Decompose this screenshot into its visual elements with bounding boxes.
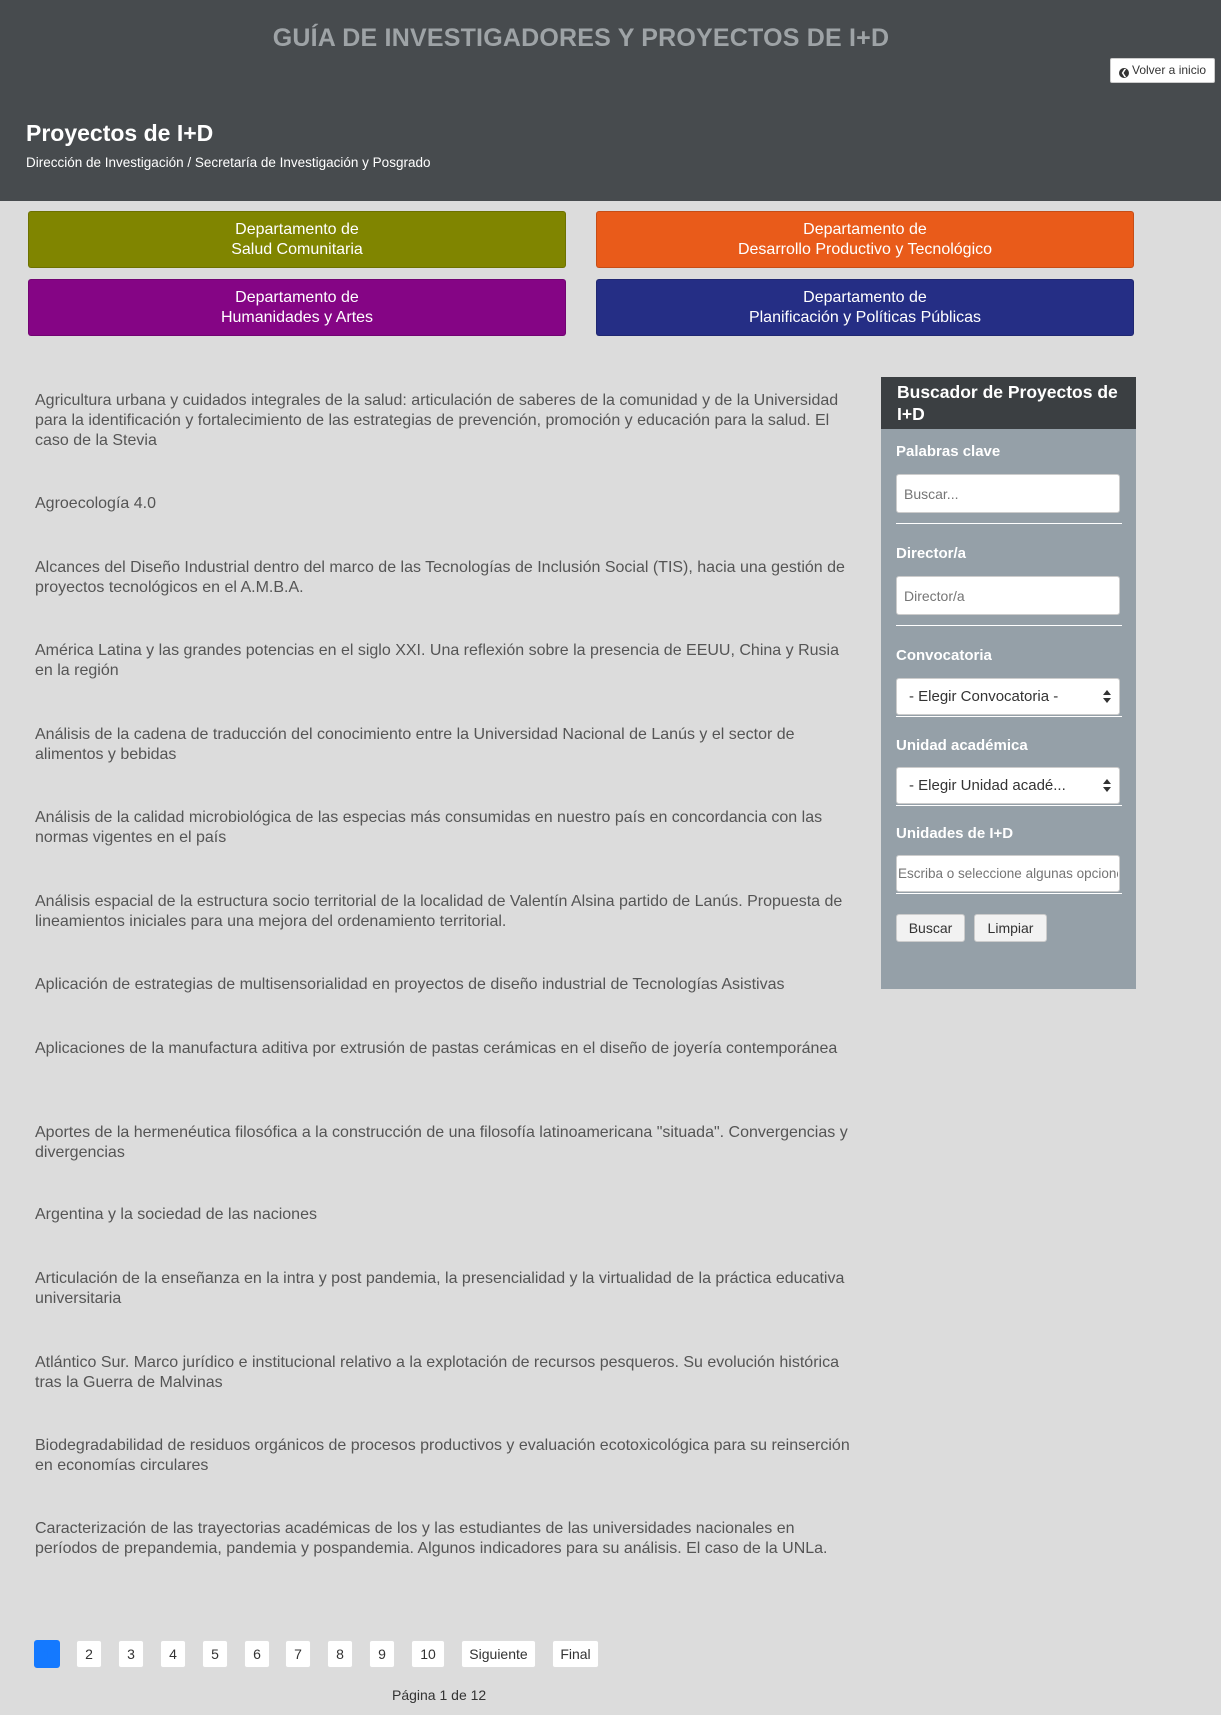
search-button[interactable]: Buscar xyxy=(896,914,965,942)
department-line2: Desarrollo Productivo y Tecnológico xyxy=(737,240,993,258)
page-button-8[interactable]: 8 xyxy=(327,1640,353,1668)
project-link[interactable]: Argentina y la sociedad de las naciones xyxy=(35,1206,317,1223)
site-title: GUÍA DE INVESTIGADORES Y PROYECTOS DE I+D xyxy=(272,24,890,52)
back-to-home-button[interactable] xyxy=(1110,58,1215,83)
divider xyxy=(896,805,1122,806)
select-arrows-icon xyxy=(1103,689,1111,705)
page-title: Proyectos de I+D xyxy=(26,120,214,146)
arrow-left-circle-icon: ❮ xyxy=(1120,68,1128,77)
project-link[interactable]: Análisis espacial de la estructura socio territorial de la localidad de Valentín Alsina partido de Lanús. Propuesta de lineamientos iniciales para una mejora del ordenamiento territorial. xyxy=(35,893,843,930)
page-button-2[interactable]: 2 xyxy=(76,1640,102,1668)
call-select-value: - Elegir Convocatoria - xyxy=(909,688,1059,705)
department-button-planificacion-politicas[interactable] xyxy=(596,279,1134,336)
call-select[interactable] xyxy=(896,678,1120,715)
page-button-9[interactable]: 9 xyxy=(369,1640,395,1668)
project-link[interactable]: Agricultura urbana y cuidados integrales de la salud: articulación de saberes de la comunidad y de la Universidad para la identificación y fortalecimiento de las estrategias de prevención, promoción y educación para la salud. El caso de la Stevia xyxy=(35,392,839,449)
department-button-desarrollo-productivo[interactable] xyxy=(596,211,1134,268)
department-line2: Salud Comunitaria xyxy=(231,240,363,258)
project-link[interactable]: Atlántico Sur. Marco jurídico e institucional relativo a la explotación de recursos pesqueros. Su evolución histórica tras la Guerra de Malvinas xyxy=(35,1354,839,1391)
page-button-1[interactable]: 1 xyxy=(34,1640,60,1668)
unit-select[interactable] xyxy=(896,767,1120,804)
page-button-6[interactable]: 6 xyxy=(244,1640,270,1668)
last-page-button[interactable]: Final xyxy=(552,1640,599,1668)
divider xyxy=(896,716,1122,717)
unit-select-value: - Elegir Unidad acadé... xyxy=(909,777,1066,794)
divider xyxy=(896,893,1122,894)
divider xyxy=(896,625,1122,626)
page-button-5[interactable]: 5 xyxy=(202,1640,228,1668)
next-page-button[interactable]: Siguiente xyxy=(461,1640,536,1668)
clear-button[interactable]: Limpiar xyxy=(974,914,1047,942)
project-link[interactable]: Biodegradabilidad de residuos orgánicos de procesos productivos y evaluación ecotoxicológica para su reinserción en economías circulares xyxy=(35,1437,850,1474)
department-line1: Departamento de xyxy=(235,288,359,306)
department-button-salud-comunitaria[interactable] xyxy=(28,211,566,268)
department-line2: Humanidades y Artes xyxy=(220,308,374,326)
page-button-10[interactable]: 10 xyxy=(411,1640,445,1668)
call-label: Convocatoria xyxy=(896,647,992,664)
page-header xyxy=(0,0,1221,201)
unit-label: Unidad académica xyxy=(896,737,1028,754)
project-search-panel xyxy=(881,377,1136,989)
department-button-humanidades-artes[interactable] xyxy=(28,279,566,336)
project-link[interactable]: Análisis de la cadena de traducción del conocimiento entre la Universidad Nacional de Lanús y el sector de alimentos y bebidas xyxy=(35,726,795,763)
search-panel-title: Buscador de Proyectos de I+D xyxy=(881,377,1136,429)
keywords-input[interactable] xyxy=(896,474,1120,513)
department-line1: Departamento de xyxy=(235,220,359,238)
back-button-label: Volver a inicio xyxy=(1132,63,1207,77)
project-link[interactable]: Aplicaciones de la manufactura aditiva por extrusión de pastas cerámicas en el diseño de joyería contemporánea xyxy=(35,1040,838,1057)
page-button-7[interactable]: 7 xyxy=(285,1640,311,1668)
page-button-4[interactable]: 4 xyxy=(160,1640,186,1668)
department-line1: Departamento de xyxy=(803,220,927,238)
project-link[interactable]: Agroecología 4.0 xyxy=(35,495,156,512)
page-subtitle: Dirección de Investigación / Secretaría de Investigación y Posgrado xyxy=(26,155,431,170)
project-link[interactable]: Aplicación de estrategias de multisensorialidad en proyectos de diseño industrial de Tecnologías Asistivas xyxy=(35,976,785,993)
director-label: Director/a xyxy=(896,545,967,562)
department-line2: Planificación y Políticas Públicas xyxy=(748,308,982,326)
keywords-label: Palabras clave xyxy=(896,443,1001,460)
divider xyxy=(896,523,1122,524)
rd-units-input[interactable] xyxy=(896,855,1120,892)
department-line1: Departamento de xyxy=(803,288,927,306)
project-link[interactable]: Análisis de la calidad microbiológica de las especias más consumidas en nuestro país en concordancia con las normas vigentes en el país xyxy=(35,809,823,846)
project-link[interactable]: Articulación de la enseñanza en la intra y post pandemia, la presencialidad y la virtualidad de la práctica educativa universitaria xyxy=(35,1270,845,1307)
project-link[interactable]: Alcances del Diseño Industrial dentro del marco de las Tecnologías de Inclusión Social (TIS), hacia una gestión de proyectos tecnológicos en el A.M.B.A. xyxy=(35,559,845,596)
page-button-3[interactable]: 3 xyxy=(118,1640,144,1668)
project-link[interactable]: América Latina y las grandes potencias en el siglo XXI. Una reflexión sobre la presencia de EEUU, China y Rusia en la región xyxy=(35,642,839,679)
rd-units-label: Unidades de I+D xyxy=(896,825,1014,842)
director-input[interactable] xyxy=(896,576,1120,615)
project-link[interactable]: Caracterización de las trayectorias académicas de los y las estudiantes de las universidades nacionales en períodos de prepandemia, pandemia y pospandemia. Algunos indicadores para su análisis. El caso de la UNLa. xyxy=(35,1520,828,1557)
page-info: Página 1 de 12 xyxy=(392,1687,487,1703)
select-arrows-icon xyxy=(1103,778,1111,794)
project-link[interactable]: Aportes de la hermenéutica filosófica a la construcción de una filosofía latinoamericana "situada". Convergencias y divergencias xyxy=(35,1124,848,1161)
